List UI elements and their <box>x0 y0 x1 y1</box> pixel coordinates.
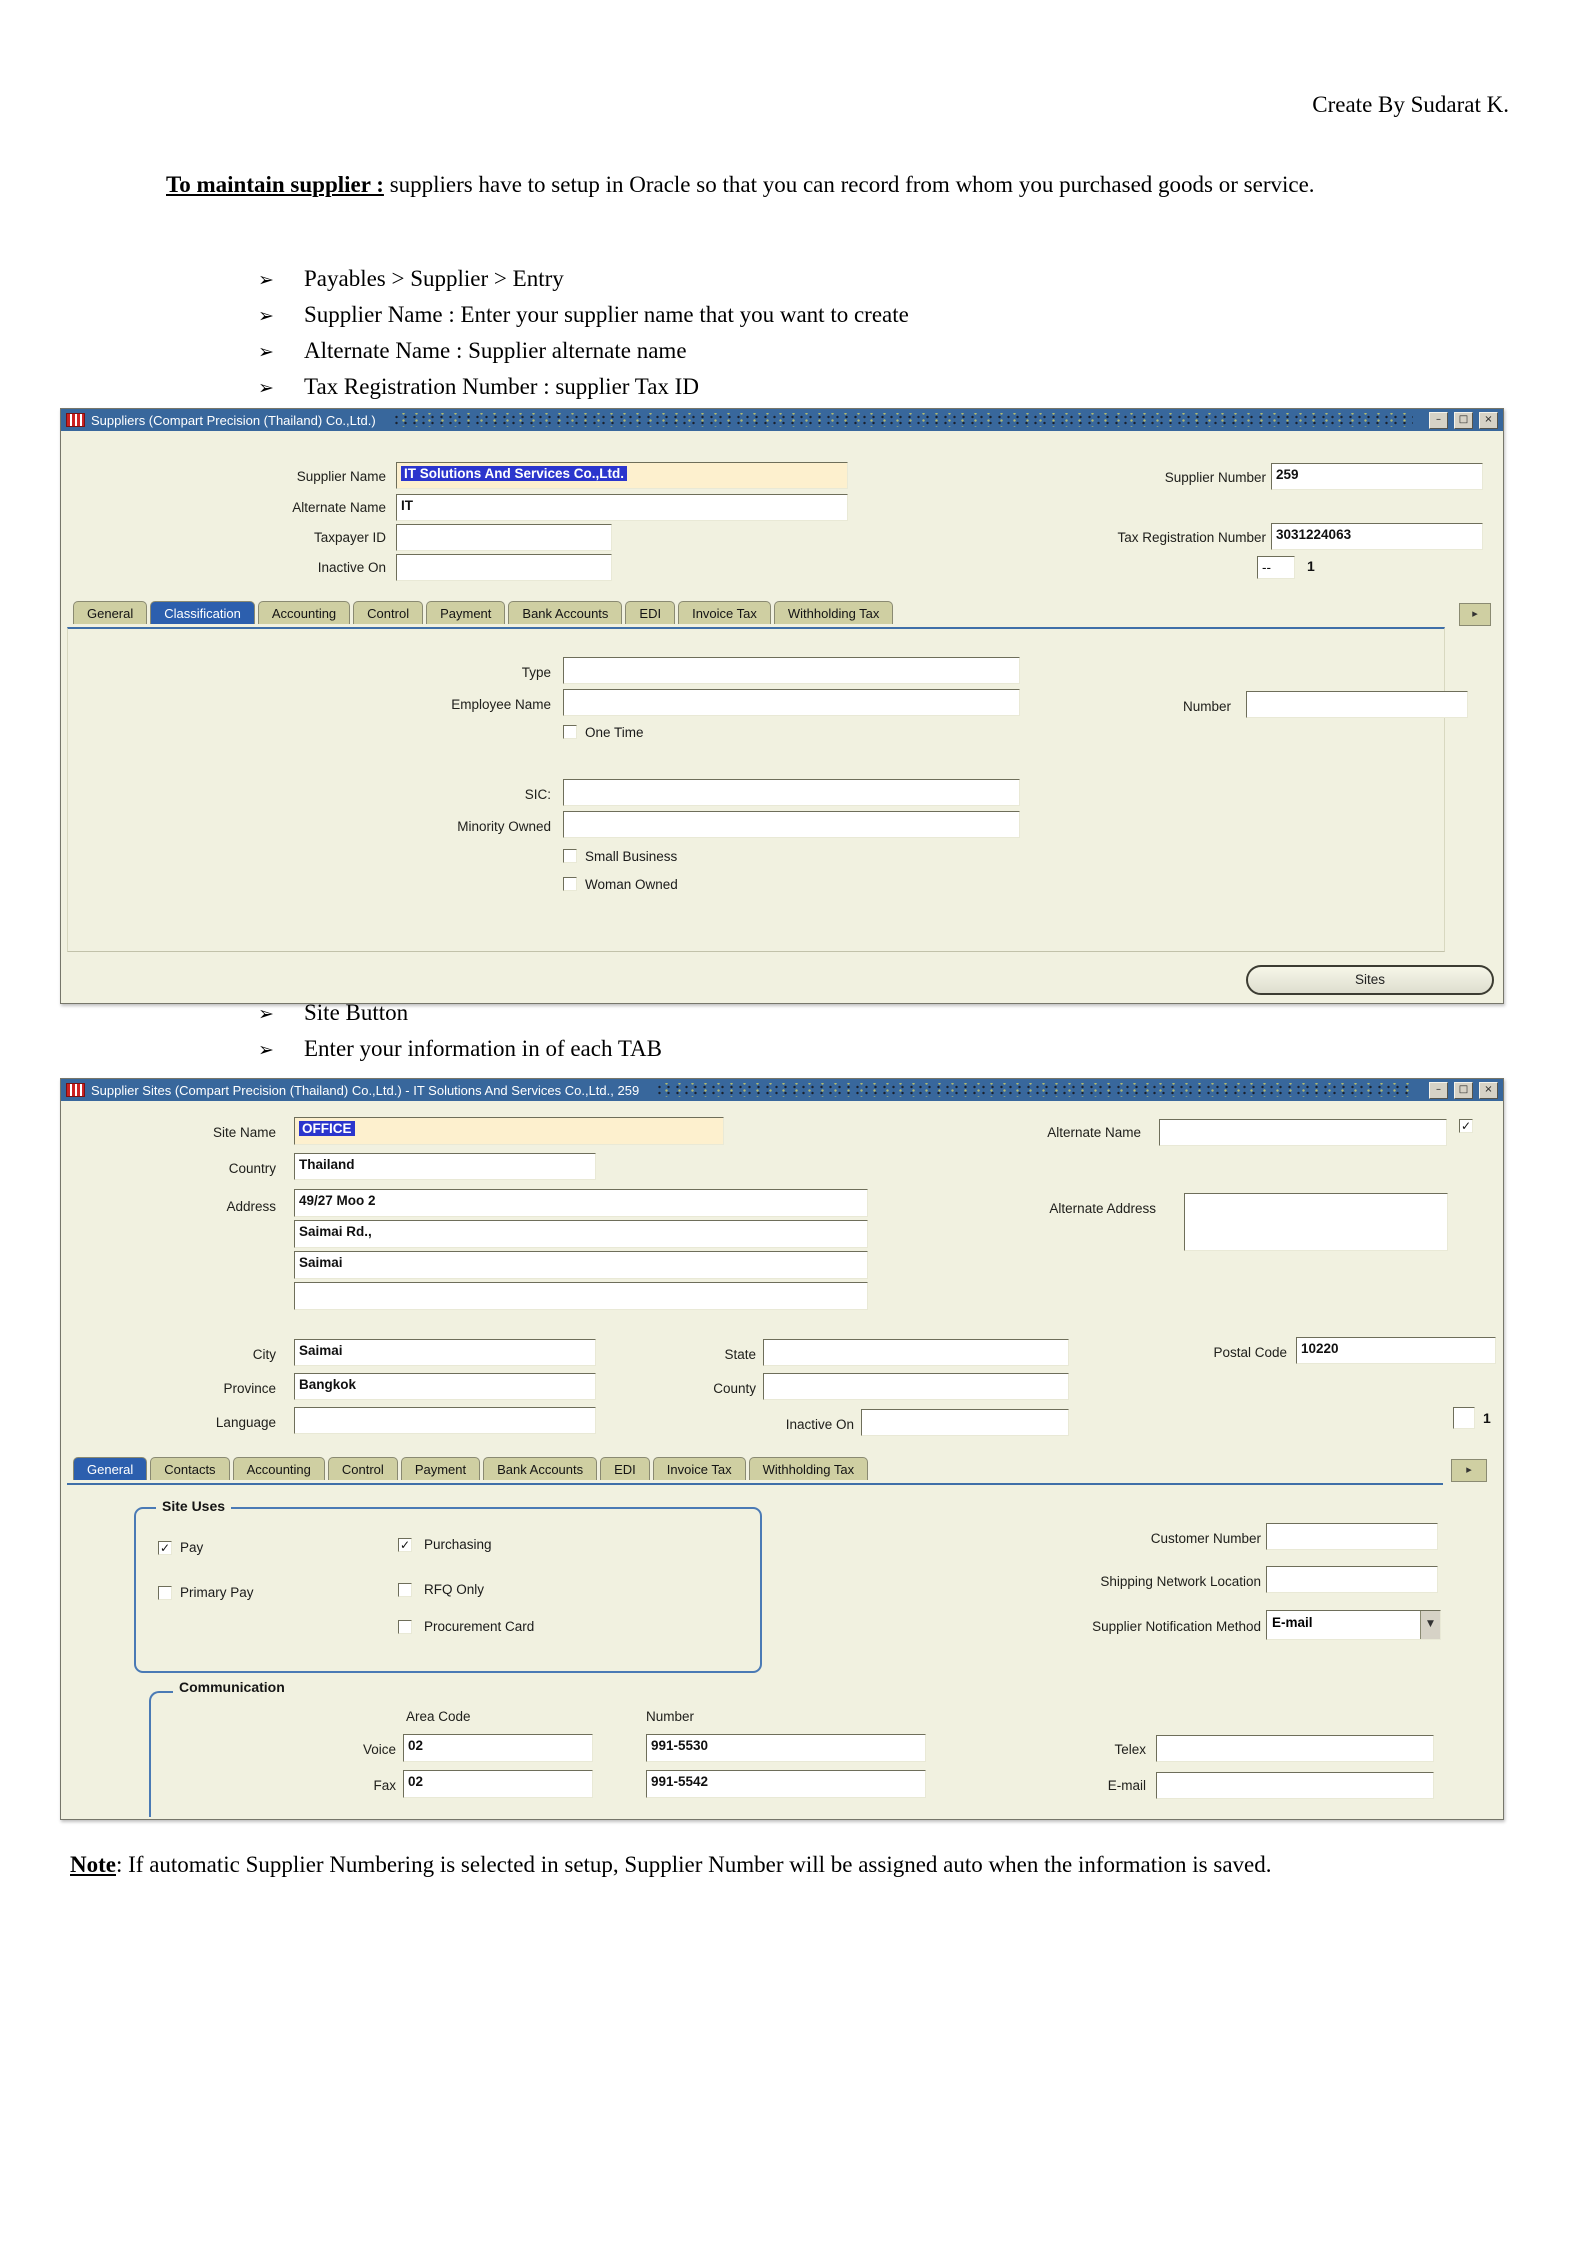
woman-owned-checkbox[interactable] <box>563 877 577 891</box>
small-business-checkbox[interactable] <box>563 849 577 863</box>
shipping-network-location-label: Shipping Network Location <box>1100 1574 1261 1589</box>
bullet-text: Enter your information in of each TAB <box>304 1036 662 1061</box>
intro-lead: To maintain supplier : <box>166 172 384 197</box>
rfq-only-checkbox[interactable] <box>398 1583 412 1597</box>
tab-withholding-tax[interactable]: Withholding Tax <box>774 601 894 624</box>
supplier-notification-method-label: Supplier Notification Method <box>1092 1619 1261 1634</box>
supplier-sites-tab-bar <box>73 1457 868 1480</box>
inactive-on-label: Inactive On <box>317 560 386 575</box>
close-icon[interactable]: × <box>1479 1082 1498 1099</box>
inactive-on-field[interactable] <box>861 1409 1069 1436</box>
province-field[interactable]: Bangkok <box>294 1373 596 1400</box>
inactive-on-field[interactable] <box>396 554 612 581</box>
address-line3-field[interactable]: Saimai <box>294 1251 868 1279</box>
procurement-card-checkbox[interactable] <box>398 1620 412 1634</box>
taxpayer-id-label: Taxpayer ID <box>313 530 386 545</box>
tab-bank-accounts[interactable]: Bank Accounts <box>508 601 622 624</box>
city-label: City <box>252 1347 276 1362</box>
sites-button[interactable]: Sites <box>1246 965 1494 995</box>
minority-owned-label: Minority Owned <box>457 819 551 834</box>
flexfield-box[interactable] <box>1453 1407 1475 1429</box>
intro-paragraph <box>70 168 1525 201</box>
bullet-list-1 <box>0 266 1585 410</box>
telex-field[interactable] <box>1156 1735 1434 1762</box>
tab-invoice-tax[interactable]: Invoice Tax <box>678 601 771 624</box>
employee-name-label: Employee Name <box>451 697 551 712</box>
supplier-name-label: Supplier Name <box>296 469 386 484</box>
state-field[interactable] <box>763 1339 1069 1366</box>
taxpayer-id-field[interactable] <box>396 524 612 551</box>
tab-control[interactable]: Control <box>353 601 423 624</box>
restore-icon[interactable]: □ <box>1454 1082 1473 1099</box>
bullet-text: Supplier Name : Enter your supplier name that you want to create <box>304 302 909 327</box>
address-line2-field[interactable]: Saimai Rd., <box>294 1220 868 1248</box>
list-item <box>258 266 1585 302</box>
rfq-only-label: RFQ Only <box>424 1582 485 1597</box>
minimize-icon[interactable]: – <box>1429 412 1448 429</box>
tab-edi[interactable]: EDI <box>600 1457 650 1480</box>
close-icon[interactable]: × <box>1479 412 1498 429</box>
supplier-name-field[interactable] <box>396 462 848 489</box>
supplier-sites-window <box>60 1078 1504 1820</box>
list-item <box>258 374 1585 410</box>
alternate-address-field[interactable] <box>1184 1193 1448 1251</box>
one-time-label: One Time <box>585 725 644 740</box>
voice-area-code-field[interactable]: 02 <box>403 1734 593 1762</box>
tab-payment[interactable]: Payment <box>401 1457 480 1480</box>
supplier-name-value: IT Solutions And Services Co.,Ltd. <box>401 466 627 481</box>
woman-owned-label: Woman Owned <box>585 877 678 892</box>
window-icon <box>66 1083 85 1097</box>
site-selected-checkbox[interactable]: ✓ <box>1460 1119 1472 1133</box>
county-label: County <box>713 1381 756 1396</box>
flexfield-box[interactable]: -- <box>1257 556 1295 579</box>
county-field[interactable] <box>763 1373 1069 1400</box>
window-title: Supplier Sites (Compart Precision (Thailand) Co.,Ltd.) - IT Solutions And Services Co.,Ltd., 259 <box>91 1082 640 1098</box>
window-title: Suppliers (Compart Precision (Thailand) Co.,Ltd.) <box>91 412 376 428</box>
one-time-checkbox[interactable] <box>563 725 577 739</box>
note-text: : If automatic Supplier Numbering is selected in setup, Supplier Number will be assigned auto when the information is saved. <box>115 1852 1272 1877</box>
email-label: E-mail <box>1107 1778 1146 1793</box>
procurement-card-label: Procurement Card <box>424 1619 535 1634</box>
address-label: Address <box>226 1199 276 1214</box>
fax-area-code-field[interactable]: 02 <box>403 1770 593 1798</box>
record-indicator: 1 <box>1307 558 1315 574</box>
purchasing-label: Purchasing <box>424 1537 492 1552</box>
restore-icon[interactable]: □ <box>1454 412 1473 429</box>
bullet-text: Site Button <box>304 1000 409 1025</box>
area-code-header: Area Code <box>406 1709 471 1724</box>
alternate-address-label: Alternate Address <box>1049 1201 1156 1216</box>
alternate-name-field[interactable]: IT <box>396 494 848 521</box>
tab-bank-accounts[interactable]: Bank Accounts <box>483 1457 597 1480</box>
tax-registration-number-field[interactable]: 3031224063 <box>1271 523 1483 550</box>
site-name-field[interactable] <box>294 1117 724 1145</box>
postal-code-field[interactable]: 10220 <box>1296 1337 1496 1364</box>
language-label: Language <box>215 1415 276 1430</box>
communication-legend: Communication <box>173 1679 291 1695</box>
footer-note <box>70 1848 1530 1881</box>
type-field[interactable] <box>563 657 1020 684</box>
tab-contacts[interactable]: Contacts <box>150 1457 229 1480</box>
intro-rest: suppliers have to setup in Oracle so that you can record from whom you purchased goods or service. <box>383 172 1315 197</box>
primary-pay-checkbox[interactable] <box>158 1586 172 1600</box>
bullet-list-2 <box>0 1000 1585 1072</box>
tab-withholding-tax[interactable]: Withholding Tax <box>749 1457 869 1480</box>
customer-number-field[interactable] <box>1266 1523 1438 1550</box>
address-line4-field[interactable] <box>294 1282 868 1310</box>
arrow-bullet-icon: ➢ <box>258 1003 274 1025</box>
titlebar-texture <box>392 413 1413 427</box>
pay-label: Pay <box>180 1540 204 1555</box>
fax-label: Fax <box>373 1778 396 1793</box>
city-field[interactable]: Saimai <box>294 1339 596 1366</box>
employee-name-field[interactable] <box>563 689 1020 716</box>
shipping-network-location-field[interactable] <box>1266 1566 1438 1593</box>
country-label: Country <box>228 1161 276 1176</box>
alternate-name-field[interactable] <box>1159 1119 1447 1146</box>
voice-label: Voice <box>362 1742 396 1757</box>
inactive-on-label: Inactive On <box>785 1417 854 1432</box>
sic-label: SIC: <box>524 787 551 802</box>
employee-number-label: Number <box>1182 699 1231 714</box>
country-field[interactable]: Thailand <box>294 1153 596 1180</box>
bullet-text: Alternate Name : Supplier alternate name <box>304 338 687 363</box>
minority-owned-field[interactable] <box>563 811 1020 838</box>
bullet-text: Payables > Supplier > Entry <box>304 266 564 291</box>
bullet-text: Tax Registration Number : supplier Tax ID <box>304 374 699 399</box>
arrow-bullet-icon: ➢ <box>258 377 274 399</box>
communication-group-border <box>149 1691 177 1817</box>
arrow-bullet-icon: ➢ <box>258 305 274 327</box>
postal-code-label: Postal Code <box>1213 1345 1287 1360</box>
tab-scroll-button[interactable]: ▸ <box>1459 603 1491 626</box>
address-line1-field[interactable]: 49/27 Moo 2 <box>294 1189 868 1217</box>
tab-payment[interactable]: Payment <box>426 601 505 624</box>
state-label: State <box>724 1347 756 1362</box>
telex-label: Telex <box>1114 1742 1146 1757</box>
suppliers-title-bar[interactable] <box>61 409 1503 431</box>
supplier-number-label: Supplier Number <box>1164 470 1266 485</box>
fax-number-field[interactable]: 991-5542 <box>646 1770 926 1798</box>
list-item <box>258 302 1585 338</box>
number-header: Number <box>646 1709 695 1724</box>
notification-method-value: E-mail <box>1272 1615 1313 1630</box>
credit-line: Create By Sudarat K. <box>1312 92 1509 117</box>
small-business-label: Small Business <box>585 849 678 864</box>
tax-registration-number-label: Tax Registration Number <box>1117 530 1266 545</box>
sic-field[interactable] <box>563 779 1020 806</box>
suppliers-window <box>60 408 1504 1004</box>
customer-number-label: Customer Number <box>1150 1531 1261 1546</box>
tab-accounting[interactable]: Accounting <box>258 601 350 624</box>
arrow-bullet-icon: ➢ <box>258 341 274 363</box>
list-item <box>258 1000 1585 1036</box>
voice-number-field[interactable]: 991-5530 <box>646 1734 926 1762</box>
arrow-bullet-icon: ➢ <box>258 1039 274 1061</box>
tab-classification[interactable]: Classification <box>150 601 255 624</box>
site-name-label: Site Name <box>212 1125 276 1140</box>
primary-pay-label: Primary Pay <box>180 1585 254 1600</box>
window-icon <box>66 413 85 427</box>
language-field[interactable] <box>294 1407 596 1434</box>
tab-general[interactable]: General <box>73 1457 147 1480</box>
tab-invoice-tax[interactable]: Invoice Tax <box>653 1457 746 1480</box>
email-field[interactable] <box>1156 1772 1434 1799</box>
tab-edi[interactable]: EDI <box>625 601 675 624</box>
employee-number-field[interactable] <box>1246 691 1468 718</box>
province-label: Province <box>223 1381 276 1396</box>
chevron-down-icon[interactable]: ▼ <box>1420 1611 1440 1639</box>
minimize-icon[interactable]: – <box>1429 1082 1448 1099</box>
supplier-sites-title-bar[interactable] <box>61 1079 1503 1101</box>
purchasing-checkbox[interactable]: ✓ <box>399 1538 411 1552</box>
alternate-name-label: Alternate Name <box>292 500 386 515</box>
note-label: Note <box>70 1852 116 1877</box>
arrow-bullet-icon: ➢ <box>258 269 274 291</box>
record-indicator: 1 <box>1483 1410 1491 1426</box>
tab-accounting[interactable]: Accounting <box>233 1457 325 1480</box>
site-name-value: OFFICE <box>299 1121 355 1136</box>
tab-control[interactable]: Control <box>328 1457 398 1480</box>
suppliers-tab-bar <box>73 601 893 624</box>
titlebar-texture <box>655 1083 1413 1097</box>
list-item <box>258 1036 1585 1072</box>
tab-general[interactable]: General <box>73 601 147 624</box>
type-label: Type <box>521 665 551 680</box>
supplier-notification-method-dropdown[interactable] <box>1266 1610 1441 1640</box>
supplier-number-field[interactable]: 259 <box>1271 463 1483 490</box>
pay-checkbox[interactable]: ✓ <box>159 1541 171 1555</box>
alternate-name-label: Alternate Name <box>1047 1125 1141 1140</box>
tab-scroll-button[interactable]: ▸ <box>1451 1459 1487 1482</box>
list-item <box>258 338 1585 374</box>
site-uses-legend: Site Uses <box>156 1498 231 1514</box>
